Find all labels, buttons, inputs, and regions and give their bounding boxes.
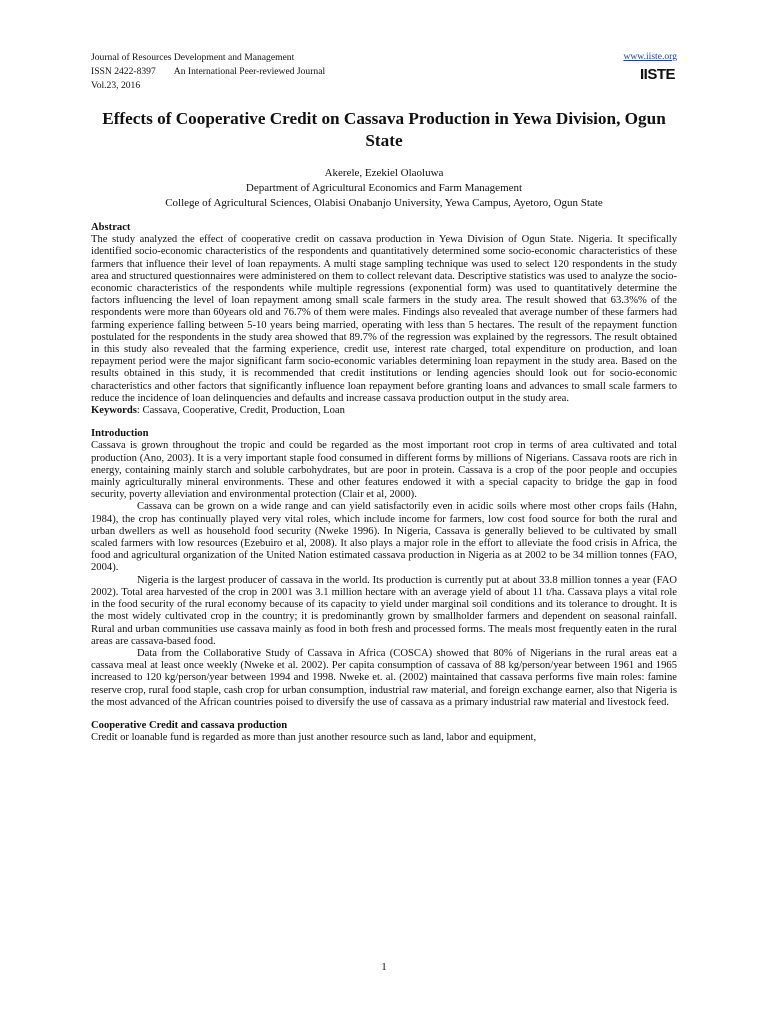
author-college: College of Agricultural Sciences, Olabisi Onabanjo University, Yewa Campus, Ayetoro, Ogun State (165, 197, 603, 209)
abstract-heading: Abstract (91, 222, 131, 233)
iiste-logo: IISTE (639, 66, 675, 83)
author-name: Akerele, Ezekiel Olaoluwa (324, 167, 444, 179)
page-number: 1 (381, 961, 387, 973)
paper-body (91, 222, 677, 744)
keywords-label: Keywords (91, 405, 137, 417)
intro-paragraph-4: Data from the Collaborative Study of Cassava in Africa (COSCA) showed that 80% of Nigerians in the rural areas eat a cassava meal at least once weekly (Nweke et al. 2002). Per capita consumption of cassava of 88 kg/person/year between 1961 and 1965 increased to 120 kg/person/year between 1994 and 1998. Nweke et. al. (2002) maintained that cassava performs five main roles: famine reserve crop, rural food staple, cash crop for urban consumption, industrial raw material, and foreign exchange earner, also that Nigeria is the most advanced of the African countries poised to diversify the use of cassava as a primary industrial raw material and livestock feed. (91, 647, 677, 708)
issn: ISSN 2422-8397 (91, 66, 156, 77)
paper-title: Effects of Cooperative Credit on Cassava Production in Yewa Division, Ogun State (102, 109, 666, 150)
journal-url-link[interactable]: www.iiste.org (623, 51, 677, 62)
author-department: Department of Agricultural Economics and Farm Management (245, 182, 523, 194)
keywords-line (91, 405, 677, 417)
issn-line (91, 65, 677, 79)
author-block (91, 166, 677, 211)
abstract-text: The study analyzed the effect of cooperative credit on cassava production in Yewa Division of Ogun State. Nigeria. It specifically identified socio-economic characteristics of the respondents and quantitatively determined some socio-economic characteristics of these farmers that influence their level of loan repayments. A multi stage sampling technique was used to select 120 respondents in the study area and structured questionnaires were administered on them to collect relevant data. Descriptive statistics was used to analyze the socio-economic characteristics of the respondents while multiple regressions (exponential form) was used to quantitatively determine the factors influencing the level of loan repayment among small scale farmers in the study area. The result showed that 63.3%% of the respondents were more than 60years old and 76.7% of them were males. Findings also revealed that average number of these farmers had farming experience falling between 5-10 years being married, operating with less than 5 hectares. The result of the repayment function postulated for the respondents in the study area showed that 89.7% of the regression was explained by the regressors. The result obtained in this study also revealed that the farming experience, credit use, interest rate charged, total expenditure on production, and loan repayment period were the major significant farm socio-economic variables determining loan repayment in the study area. Based on the results obtained in this study, it is recommended that credit institutions or lending agencies should look out for socio-economic characteristics and other factors that significantly influence loan repayment before granting loans and advances to small scale farmers to reduce the incidence of loan delinquencies and defaults and increase cassava production output in the study area. (91, 234, 677, 404)
journal-name: Journal of Resources Development and Management (91, 52, 295, 63)
journal-type: An International Peer-reviewed Journal (173, 66, 326, 77)
intro-paragraph-3: Nigeria is the largest producer of cassava in the world. Its production is currently put at about 33.8 million tonnes a year (FAO 2002). Total area harvested of the crop in 2001 was 3.1 million hectare with an average yield of about 11 t/ha. Cassava plays a vital role in the food security of the rural economy because of its capacity to yield under marginal soil conditions and its tolerance to drought. It is the most widely cultivated crop in the country; it is predominantly grown by smallholder farmers and dependent on seasonal rainfall. Rural and urban communities use cassava mainly as food in both fresh and processed forms. The meals most frequently eaten in the rural areas are cassava-based food. (91, 574, 677, 647)
keywords: : Cassava, Cooperative, Credit, Production, Loan (136, 405, 345, 417)
cooperative-heading: Cooperative Credit and cassava production (91, 719, 288, 731)
introduction-heading: Introduction (91, 428, 149, 440)
cooperative-paragraph: Credit or loanable fund is regarded as more than just another resource such as land, labor and equipment, (91, 732, 537, 744)
journal-header (91, 51, 677, 96)
intro-paragraph-1: Cassava is grown throughout the tropic and could be regarded as the most important root crop in terms of area cultivated and total production (Ano, 2003). It is a very important staple food consumed in different forms by millions of Nigerians. Cassava roots are rich in energy, containing mainly starch and soluble carbohydrates, but are poor in protein. Cassava is a crop of the poor people and occupies mainly agriculturally mineral environments. These and other features endowed it with a special capacity to bridge the gap in food security, poverty alleviation and environmental protection (Clair et al, 2000). (91, 440, 677, 501)
intro-paragraph-2: Cassava can be grown on a wide range and can yield satisfactorily even in acidic soils where most other crops fails (Hahn, 1984), the crop has continually played very vital roles, which include income for farmers, low cost food source for both the rural and urban dwellers as well as household food security (Nweke 1996). In Nigeria, Cassava is generally believed to be cultivated by small scaled farmers with low resources (Ezebuiro et al, 2008). It also plays a major role in the effort to alleviate the food crisis in Africa, the food and agricultural organization of the United Nation estimated cassava production in Nigeria as at 2002 to be 34 million tonnes (FAO, 2004). (91, 501, 677, 574)
volume: Vol.23, 2016 (91, 80, 141, 91)
